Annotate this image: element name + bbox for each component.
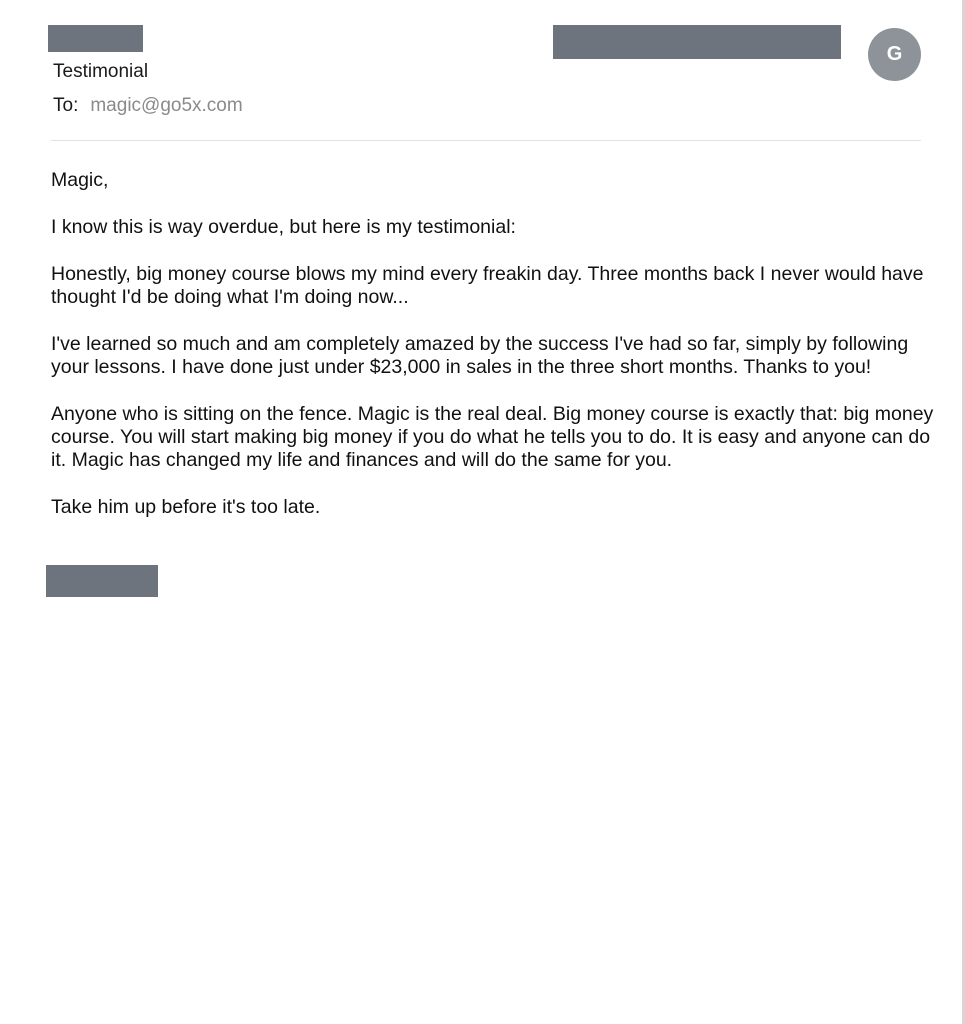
body-paragraph: Honestly, big money course blows my mind every freakin day. Three months back I never would have thought I'd be doing what I'm doing now... <box>51 263 924 308</box>
body-paragraph: I've learned so much and am completely amazed by the success I've had so far, simply by following your lessons. I have done just under $23,000 in sales in the three short months. Thanks to you! <box>51 333 909 378</box>
sender-avatar[interactable] <box>868 28 921 81</box>
body-paragraph: I know this is way overdue, but here is my testimonial: <box>51 216 516 238</box>
greeting: Magic, <box>51 169 109 191</box>
recipient-address[interactable]: magic@go5x.com <box>90 95 243 116</box>
redacted-sender-name <box>48 25 143 52</box>
closing-line: Take him up before it's too late. <box>51 496 321 518</box>
email-subject: Testimonial <box>53 61 149 82</box>
header-divider <box>51 140 921 141</box>
redacted-date <box>553 25 841 59</box>
email-body <box>51 169 941 543</box>
redacted-signature <box>46 565 158 597</box>
recipient-line <box>53 95 243 117</box>
body-paragraph: Anyone who is sitting on the fence. Magic is the real deal. Big money course is exactly that: big money course. You will start making big money if you do what he tells you to do. It is easy and anyone can do it. Magic has changed my life and finances and will do the same for you. <box>51 403 934 471</box>
avatar-initial: G <box>886 43 903 65</box>
to-label: To: <box>53 95 79 116</box>
